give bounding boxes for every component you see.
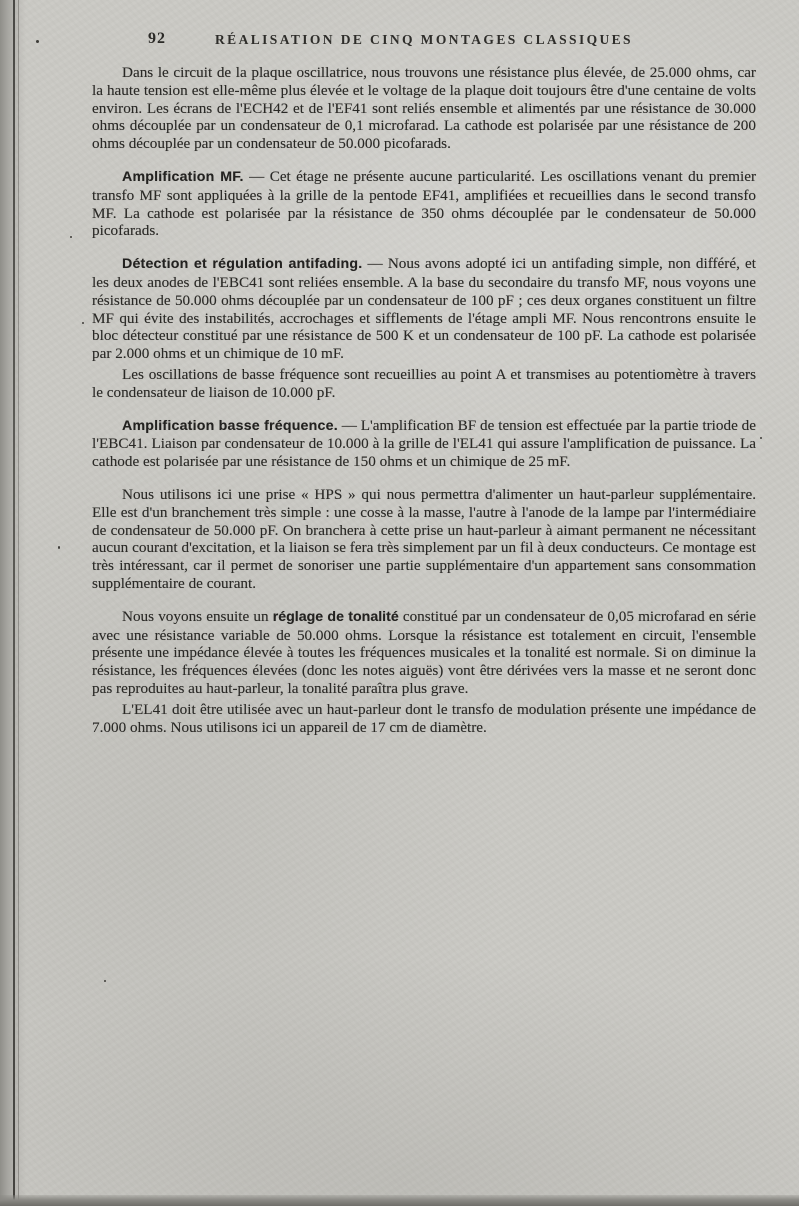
paragraph-text: Les oscillations de basse fréquence sont recueillies au point A et transmises au potentiomètre à travers le condensateur de liaison de 10.000 pF. xyxy=(92,365,756,401)
paragraph-text: Nous utilisons ici une prise « HPS » qui nous permettra d'alimenter un haut-parleur supplémentaire. Elle est d'un branchement très simple : une cosse à la masse, l'autre à l'anode de la lampe par l'intermédiaire de condensateur de 50.000 pF. On branchera à cette prise un haut-parleur à aimant permanent ne nécessitant aucun courant d'excitation, et la liaison se fera très simplement par un fil à deux conducteurs. Ce montage est très intéressant, car il permet de sonoriser une partie supplémentaire d'un appartement sans consommation supplémentaire de courant. xyxy=(92,485,756,592)
section-heading: Détection et régulation antifading. xyxy=(122,256,363,273)
paragraph-tone-control xyxy=(92,608,756,698)
heading-dash: — xyxy=(337,416,361,434)
paragraph-text: Dans le circuit de la plaque oscillatrice, nous trouvons une résistance plus élevée, de 25.000 ohms, car la haute tension est elle-même plus élevée et le voltage de la plaque doit toujours être d'une centaine de volts environ. Les écrans de l'ECH42 et de l'EF41 sont reliés ensemble et alimentés par une résistance de 30.000 ohms découplée par un condensateur de 0,1 microfarad. La cathode est polarisée par une résistance de 200 ohms découplée par un condensateur de 50.000 picofarads. xyxy=(92,64,756,153)
page-number: 92 xyxy=(148,30,166,47)
page-gutter-line xyxy=(13,0,15,1206)
scan-speck xyxy=(82,322,84,324)
paragraph-el41-speaker xyxy=(92,701,756,737)
scan-speck xyxy=(36,40,39,43)
paragraph-text: L'amplification BF de tension est effectuée par la partie triode de l'EBC41. Liaison par condensateur de 10.000 à la grille de l'EL41 qui assure l'amplification de puissance. La cathode est polarisée par une résistance de 150 ohms et un chimique de 25 mF. xyxy=(92,416,757,471)
page-header xyxy=(92,30,756,50)
scan-speck xyxy=(58,546,60,549)
paragraph-text: Nous avons adopté ici un antifading simple, non différé, et les deux anodes de l'EBC41 sont reliées ensemble. A la base du secondaire du transfo MF, nous voyons une résistance de 50.000 ohms découplée par un condensateur de 100 pF ; ces deux organes constituent un filtre MF qui évite des instabilités, accrochages et sifflements de l'étage ampli MF. Nous rencontrons ensuite le bloc détecteur constitué par une résistance de 500 K et un condensateur de 100 pF. La cathode est polarisée par 2.000 ohms et un chimique de 10 mF. xyxy=(92,255,756,363)
page-bottom-edge xyxy=(0,1195,799,1206)
paragraph-hps-socket xyxy=(92,486,756,593)
running-title: RÉALISATION DE CINQ MONTAGES CLASSIQUES xyxy=(215,32,633,47)
section-amplification-mf xyxy=(92,168,756,240)
heading-dash: — xyxy=(243,167,270,185)
scan-speck xyxy=(70,236,72,238)
scan-speck xyxy=(104,980,106,982)
body-text xyxy=(92,64,756,736)
section-heading: Amplification basse fréquence. xyxy=(122,417,338,434)
paragraph-text-before: Nous voyons ensuite un xyxy=(122,607,273,625)
scan-speck xyxy=(760,437,762,439)
section-detection-antifading xyxy=(92,255,756,363)
section-heading: Amplification MF. xyxy=(122,168,244,185)
heading-dash: — xyxy=(362,255,388,273)
page-gutter-line-faint xyxy=(18,0,19,1206)
paragraph-bf-oscillations xyxy=(92,366,756,402)
tone-control-bold-phrase: réglage de tonalité xyxy=(272,608,399,625)
paragraph-text: Cet étage ne présente aucune particularité. Les oscillations venant du premier transfo MF sont appliquées à la grille de la pentode EF41, amplifiées et recueillies dans le second transfo MF. La cathode est polarisée par la résistance de 350 ohms découplée par le condensateur de 50.000 picofarads. xyxy=(92,167,757,240)
paragraph-oscillator-plate xyxy=(92,64,756,153)
paragraph-text: L'EL41 doit être utilisée avec un haut-parleur dont le transfo de modulation présente une impédance de 7.000 ohms. Nous utilisons ici un appareil de 17 cm de diamètre. xyxy=(92,700,756,736)
paragraph-text-after: constitué par un condensateur de 0,05 microfarad en série avec une résistance variable de 50.000 ohms. Lorsque la résistance est totalement en circuit, l'ensemble présente une impédance élevée à toutes les fréquences musicales et la tonalité est normale. Si on diminue la résistance, les fréquences élevées (donc les notes aiguës) vont être dérivées vers la masse et ne seront donc pas reproduites au haut-parleur, la tonalité paraîtra plus grave. xyxy=(92,607,756,697)
section-amplification-bf xyxy=(92,417,756,471)
